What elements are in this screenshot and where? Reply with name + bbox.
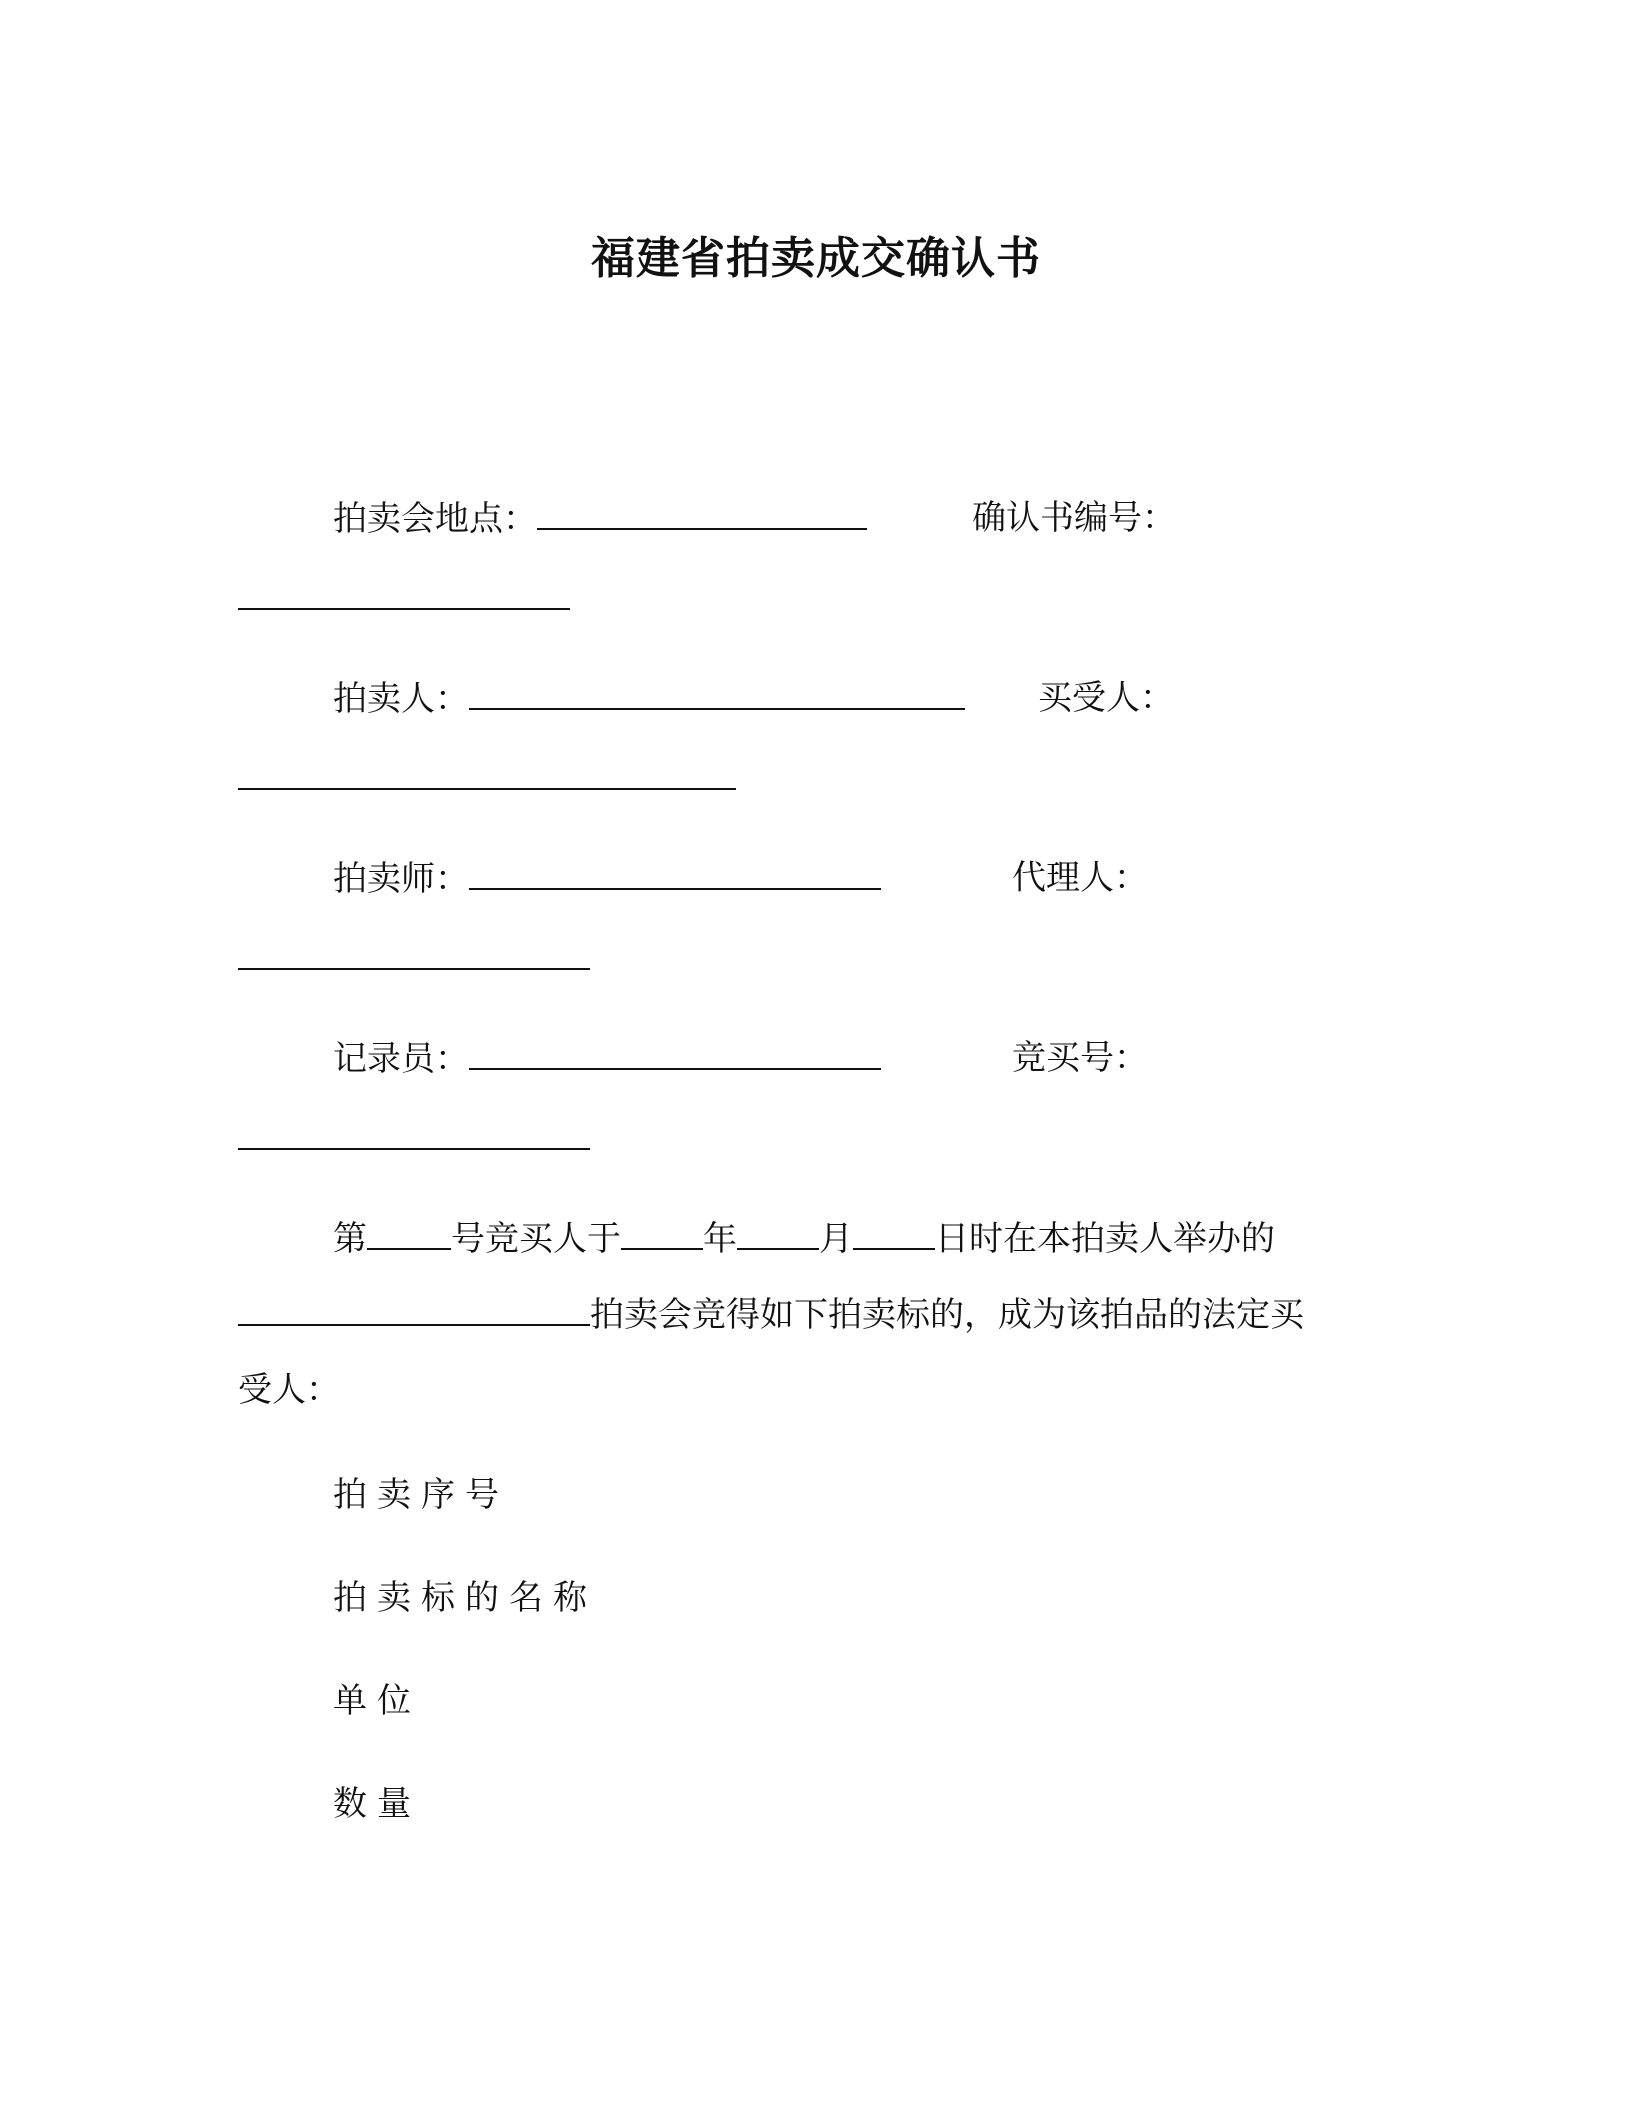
paragraph-line-2 (238, 1294, 1304, 1335)
agent-row (1012, 858, 1148, 898)
bid-number-row (1012, 1038, 1148, 1078)
auctioneer-label: 拍卖人： (333, 679, 469, 719)
day-blank[interactable] (853, 1218, 935, 1250)
paragraph-text: 日时在本拍卖人举办的 (935, 1219, 1275, 1259)
confirmation-number-label: 确认书编号： (972, 498, 1176, 538)
confirmation-number-row (972, 498, 1176, 538)
bid-number-blank[interactable] (238, 1118, 590, 1150)
month-blank[interactable] (737, 1218, 819, 1250)
confirmation-number-blank[interactable] (238, 578, 570, 610)
auction-name-blank[interactable] (238, 1294, 590, 1326)
agent-label: 代理人： (1012, 858, 1148, 898)
auction-master-row (333, 858, 881, 899)
buyer-blank[interactable] (238, 758, 736, 790)
bid-number-label: 竞买号： (1012, 1038, 1148, 1078)
recorder-row (333, 1038, 881, 1079)
auctioneer-blank[interactable] (469, 678, 965, 710)
auctioneer-row (333, 678, 965, 719)
agent-blank-row (238, 938, 590, 979)
lot-name-label: 拍卖标的名称 (333, 1578, 597, 1618)
paragraph-text: 拍卖会竞得如下拍卖标的，成为该拍品的法定买 (590, 1295, 1304, 1335)
paragraph-text: 号竞买人于 (451, 1219, 621, 1259)
bidder-number-blank[interactable] (367, 1218, 451, 1250)
bid-number-blank-row (238, 1118, 590, 1159)
lot-number-label: 拍卖序号 (333, 1475, 509, 1515)
buyer-row (1038, 678, 1174, 718)
auction-location-blank[interactable] (537, 498, 867, 530)
auction-location-row (333, 498, 867, 539)
paragraph-line-1 (333, 1218, 1275, 1259)
auction-master-label: 拍卖师： (333, 859, 469, 899)
auction-master-blank[interactable] (469, 858, 881, 890)
buyer-label: 买受人： (1038, 678, 1174, 718)
paragraph-text: 第 (333, 1219, 367, 1259)
paragraph-line-3 (238, 1370, 340, 1410)
paragraph-text: 年 (703, 1219, 737, 1259)
paragraph-text: 月 (819, 1219, 853, 1259)
confirmation-number-blank-row (238, 578, 570, 619)
unit-label: 单位 (333, 1681, 421, 1721)
auction-location-label: 拍卖会地点： (333, 499, 537, 539)
document-title: 福建省拍卖成交确认书 (591, 233, 1041, 284)
recorder-blank[interactable] (469, 1038, 881, 1070)
recorder-label: 记录员： (333, 1039, 469, 1079)
paragraph-text: 受人： (238, 1370, 340, 1410)
agent-blank[interactable] (238, 938, 590, 970)
buyer-blank-row (238, 758, 736, 799)
year-blank[interactable] (621, 1218, 703, 1250)
quantity-label: 数量 (333, 1784, 421, 1824)
